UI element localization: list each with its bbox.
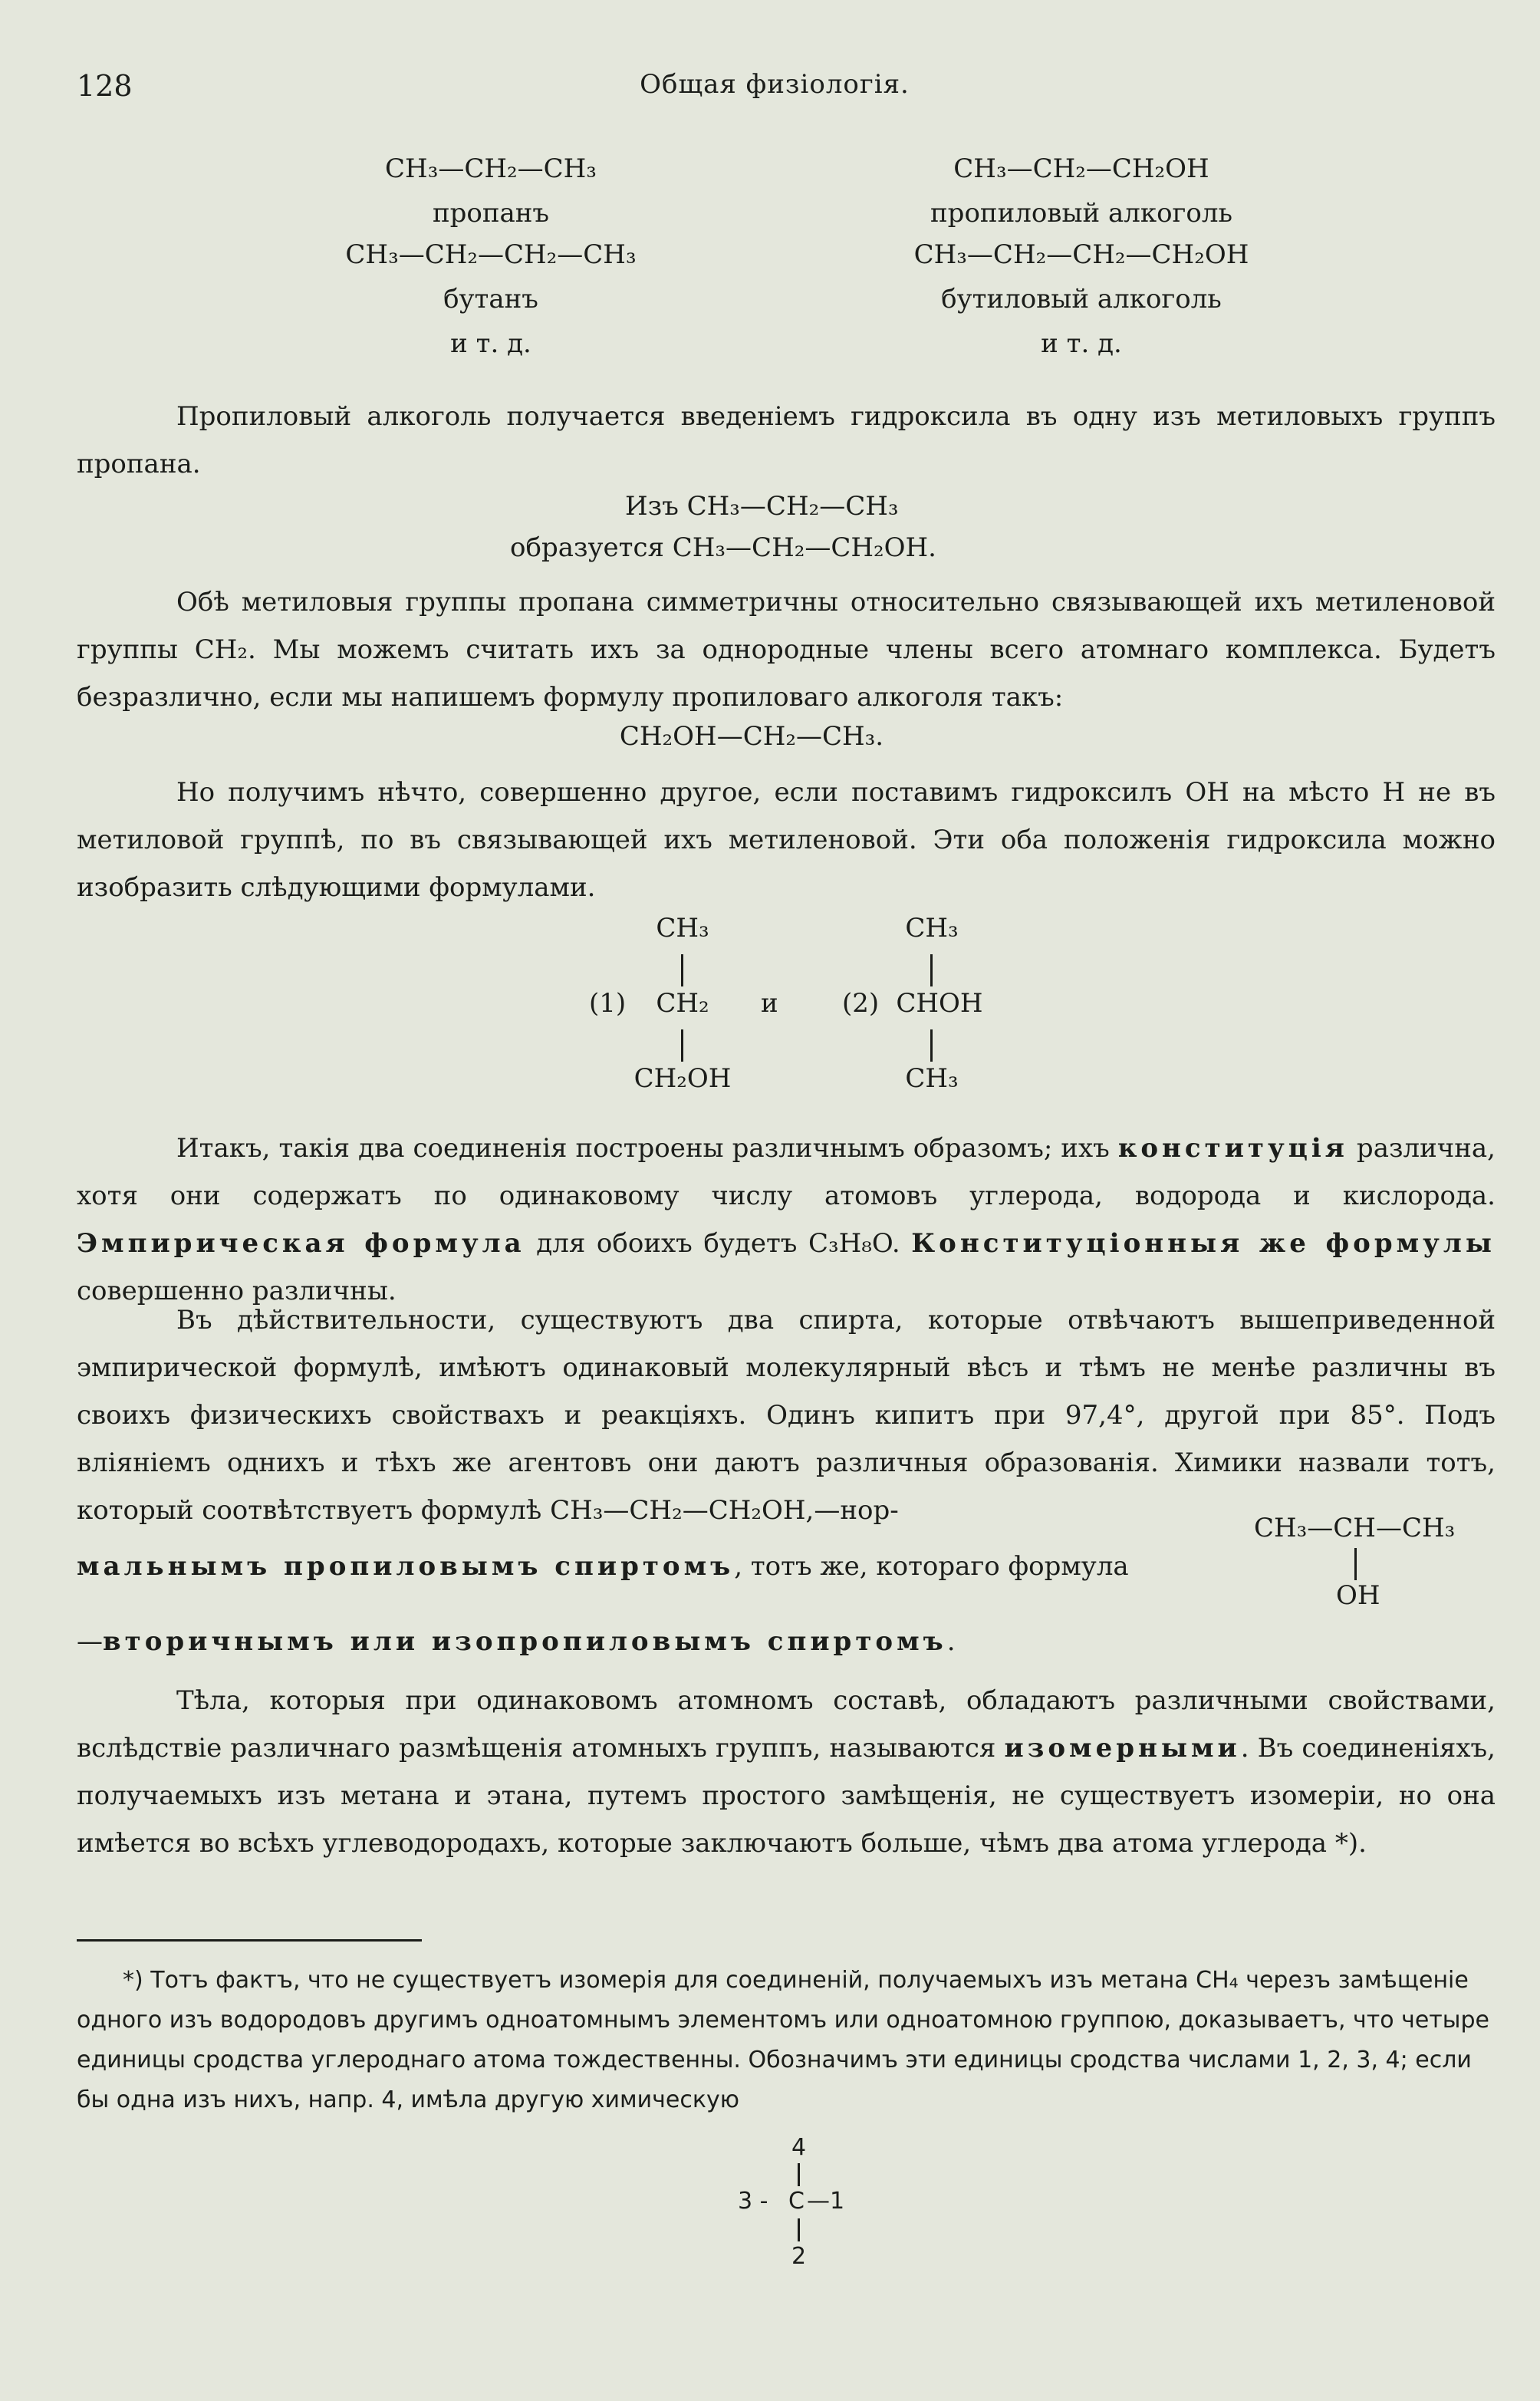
paragraph-3: Но получимъ нѣчто, совершенно другое, если поставимъ гидроксилъ OH на мѣсто H не въ метиловой группѣ, по въ связывающей ихъ метиленовой. Эти оба положенiя гидроксила можно изобразить слѣдующими формулами. (77, 777, 1496, 903)
structure-1-middle: CH₂ (656, 988, 709, 1019)
valence-bond-top (798, 2163, 800, 2186)
structure-1-bond-lower (681, 1029, 683, 1062)
p4-text-c: различна, хотя они содержатъ по одинаковому числу атомовъ углерода, водорода и кислорода. (77, 1133, 1496, 1211)
homolog-right-3: CH₃—CH₂—CH₂—CH₂OH (913, 239, 1249, 270)
homolog-right-1: CH₃—CH₂—CH₂OH (953, 153, 1209, 184)
paragraph-5-line-normal (77, 1551, 1129, 1582)
paragraph-2: Обѣ метиловыя группы пропана симметричны относительно связывающей ихъ метиленовой группы CH₂. Мы можемъ считать ихъ за однородные члены всего атомнаго комплекса. Будетъ безразлично, если мы напишемъ формулу пропиловаго алкоголя такъ: (77, 587, 1496, 713)
term-secondary-propyl: вторичнымъ или изопропиловымъ спиртомъ (103, 1626, 947, 1657)
formula-from: Изъ CH₃—CH₂—CH₃ (625, 491, 899, 522)
p6-text-c: . Въ соединенiяхъ, получаемыхъ изъ метана и этана, путемъ простого замѣщенiя, не существуетъ изомерiи, но она имѣется во всѣхъ углеводородахъ, которые заключаютъ больше, чѣмъ два атома углерода *). (77, 1733, 1496, 1859)
isopropyl-formula-oh: OH (1336, 1580, 1380, 1611)
term-constitutional-formulas: Конституцiонныя же формулы (911, 1228, 1496, 1259)
isopropyl-formula-top: CH₃—CH—CH₃ (1254, 1513, 1456, 1543)
structure-2-middle: CHOH (896, 988, 983, 1019)
structure-1-label: (1) (589, 988, 627, 1019)
p4-text-e: для обоихъ будетъ C₃H₈O. (525, 1228, 912, 1259)
valence-2: 2 (791, 2243, 807, 2270)
structure-2-label: (2) (842, 988, 880, 1019)
carbon-atom: C (788, 2188, 805, 2215)
footnote-text: *) Тотъ фактъ, что не существуетъ изомерiя для соединенiй, получаемыхъ изъ метана CH₄ черезъ замѣщенiе одного изъ водородовъ другимъ одноатомнымъ элементомъ или одноатомною группою, доказываетъ, что четыре единицы сродства углероднаго атома тождественны. Обозначимъ эти единицы сродства числами 1, 2, 3, 4; если бы одна изъ нихъ, напр. 4, имѣла другую химическую (77, 1967, 1489, 2113)
p4-text-a: Итакъ, такiя два соединенiя построены различнымъ образомъ; ихъ (176, 1133, 1118, 1164)
paragraph-1: Пропиловый алкоголь получается введенiемъ гидроксила въ одну изъ метиловыхъ группъ пропана. (77, 401, 1496, 479)
p5-period: . (946, 1626, 956, 1657)
homolog-left-1: CH₃—CH₂—CH₃ (385, 153, 597, 184)
homolog-right-5: и т. д. (1041, 328, 1122, 359)
term-normal-propyl: мальнымъ пропиловымъ спиртомъ (77, 1551, 735, 1582)
page-number: 128 (77, 69, 133, 103)
structure-1-bottom: CH₂OH (633, 1063, 732, 1094)
isopropyl-formula-bond (1354, 1548, 1357, 1580)
p5-text-formula-intro: , тотъ же, котораго формула (734, 1551, 1129, 1582)
footnote-rule (77, 1939, 422, 1942)
structure-2-bottom: CH₃ (905, 1063, 959, 1094)
structure-2-bond-lower (930, 1029, 933, 1062)
page-header (77, 69, 1473, 107)
formula-gives: образуется CH₃—CH₂—CH₂OH. (510, 532, 936, 563)
paragraph-6 (77, 1677, 1496, 1867)
paragraph-4 (77, 1125, 1496, 1315)
homolog-left-3: CH₃—CH₂—CH₂—CH₃ (345, 239, 637, 270)
paragraph-5-line-secondary (77, 1626, 956, 1657)
homolog-left-4: бутанъ (443, 284, 538, 315)
p5-dash: — (77, 1626, 103, 1657)
homolog-right-4: бутиловый алкоголь (941, 284, 1222, 315)
homolog-left-5: и т. д. (450, 328, 531, 359)
term-empirical-formula: Эмпирическая формула (77, 1228, 525, 1259)
structure-1-top: CH₃ (656, 913, 709, 944)
valence-4: 4 (791, 2134, 807, 2161)
p6-text-a: Тѣла, которыя при одинаковомъ атомномъ составѣ, обладаютъ различными свойствами, вслѣдствiе различнаго размѣщенiя атомныхъ группъ, называются (77, 1685, 1496, 1764)
running-title: Общая физiологiя. (640, 69, 910, 100)
homolog-right-2: пропиловый алкоголь (930, 198, 1232, 229)
p4-text-g: совершенно различны. (77, 1276, 397, 1306)
valence-1: —1 (807, 2188, 845, 2215)
paragraph-5: Въ дѣйствительности, существуютъ два спирта, которые отвѣчаютъ вышеприведенной эмпирической формулѣ, имѣютъ одинаковый молекулярный вѣсъ и тѣмъ не менѣе различны въ своихъ физическихъ свойствахъ и реакцiяхъ. Одинъ кипитъ при 97,4°, другой при 85°. Подъ влiянiемъ однихъ и тѣхъ же агентовъ они даютъ различныя образованiя. Химики назвали тотъ, который соотвѣтствуетъ формулѣ CH₃—CH₂—CH₂OH,—нор- (77, 1305, 1496, 1526)
term-constitution: конституцiя (1117, 1133, 1348, 1164)
term-isomeric: изомерными (1004, 1733, 1241, 1764)
valence-bond-bottom (798, 2218, 800, 2241)
structure-2-top: CH₃ (905, 913, 959, 944)
conjunction-and: и (761, 988, 778, 1019)
formula-alternative: CH₂OH—CH₂—CH₃. (619, 721, 884, 752)
homolog-left-2: пропанъ (432, 198, 550, 229)
valence-3: 3 - (738, 2188, 768, 2215)
structure-2-bond-upper (930, 954, 933, 986)
structure-1-bond-upper (681, 954, 683, 986)
